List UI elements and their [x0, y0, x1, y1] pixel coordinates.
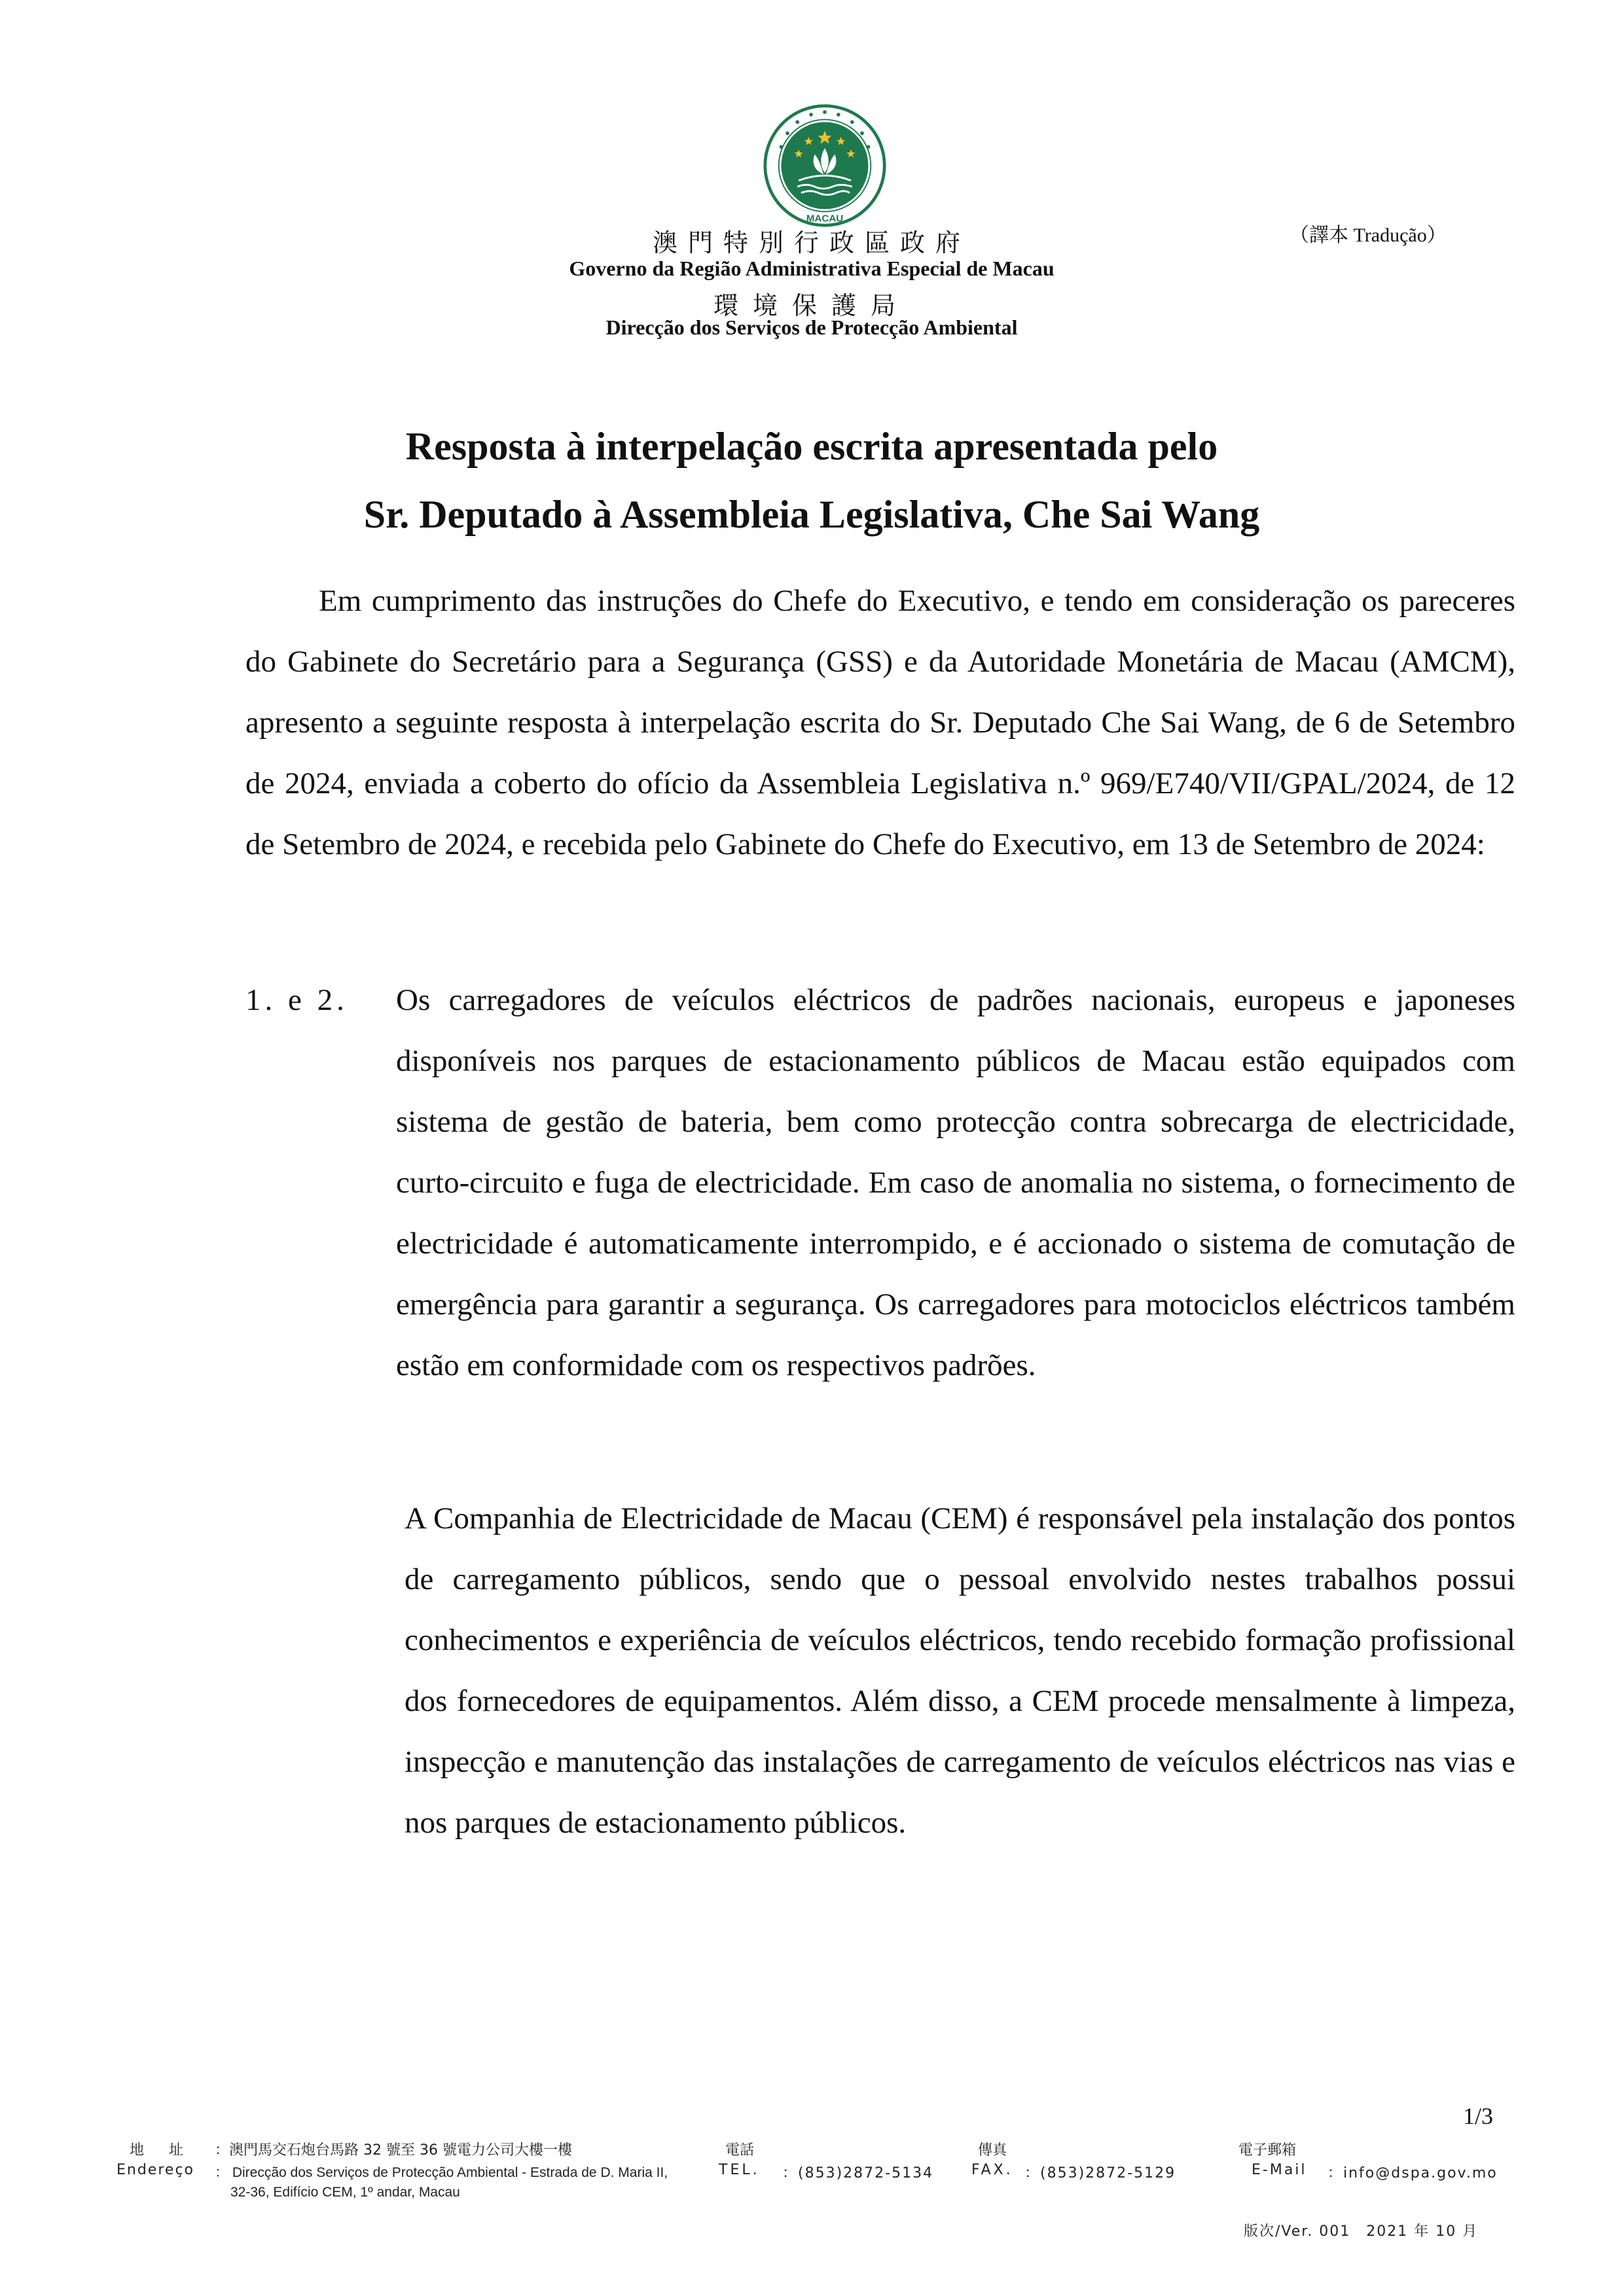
address-portuguese-line-1: ： Direcção dos Serviços de Protecção Ambiental - Estrada de D. Maria II,: [215, 2165, 668, 2180]
department-name-portuguese: Direcção dos Serviços de Protecção Ambiental: [605, 315, 1018, 339]
telephone-number: ：(853)2872-5134: [782, 2165, 934, 2181]
address-chinese: ：澳門馬交石炮台馬路 32 號至 36 號電力公司大樓一樓: [215, 2142, 572, 2159]
document-title-line-2: Sr. Deputado à Assembleia Legislativa, Che Sai Wang: [363, 493, 1260, 536]
fax-label: FAX.: [971, 2162, 1013, 2178]
email-address: ：info@dspa.gov.mo: [1327, 2165, 1498, 2181]
telephone-label-chinese: 電話: [725, 2142, 755, 2159]
email-label-chinese: 電子郵箱: [1238, 2142, 1297, 2159]
address-label-chinese: 地址: [130, 2142, 209, 2159]
intro-paragraph: Em cumprimento das instruções do Chefe do Executivo, e tendo em consideração os pareceres do Gabinete do Secretário para a Segurança (GSS) e da Autoridade Monetária de Macau (AMCM), apresento a seguinte resposta à interpelação escrita do Sr. Deputado Che Sai Wang, de 6 de Setembro de 2024, enviada a coberto do ofício da Assembleia Legislativa n.º 969/E740/VII/GPAL/2024, de 12 de Setembro de 2024, e recebida pelo Gabinete do Chefe do Executivo, em 13 de Setembro de 2024:: [245, 584, 1515, 861]
item-number: 1. e 2.: [245, 983, 348, 1017]
fax-label-chinese: 傳真: [978, 2142, 1007, 2159]
translation-note: （譯本 Tradução）: [1290, 224, 1447, 246]
address-label-portuguese: Endereço: [117, 2162, 194, 2178]
telephone-label: TEL.: [719, 2162, 760, 2178]
government-name-portuguese: Governo da Região Administrativa Especial de Macau: [569, 257, 1055, 280]
department-name-chinese: 環境保護局: [713, 291, 910, 320]
email-label: E-Mail: [1252, 2162, 1307, 2178]
page-number: 1/3: [1463, 2103, 1494, 2129]
address-portuguese-line-2: 32-36, Edifício CEM, 1º andar, Macau: [230, 2185, 460, 2200]
document-title-line-1: Resposta à interpelação escrita apresentada pelo: [405, 425, 1218, 468]
answer-paragraph-2: A Companhia de Electricidade de Macau (CEM) é responsável pela instalação dos pontos de carregamento públicos, sendo que o pessoal envolvido nestes trabalhos possui conhecimentos e experiência de veículos eléctricos, tendo recebido formação profissional dos fornecedores de equipamentos. Além disso, a CEM procede mensalmente à limpeza, inspecção e manutenção das instalações de carregamento de veículos eléctricos nas vias e nos parques de estacionamento públicos.: [405, 1501, 1515, 1840]
government-name-chinese: 澳門特別行政區政府: [652, 228, 971, 257]
answer-paragraph-1: Os carregadores de veículos eléctricos de padrões nacionais, europeus e japoneses disponíveis nos parques de estacionamento públicos de Macau estão equipados com sistema de gestão de bateria, bem como protecção contra sobrecarga de electricidade, curto-circuito e fuga de electricidade. Em caso de anomalia no sistema, o fornecimento de electricidade é automaticamente interrompido, e é accionado o sistema de comutação de emergência para garantir a segurança. Os carregadores para motociclos eléctricos também estão em conformidade com os respectivos padrões.: [396, 983, 1515, 1382]
document-version: 版次/Ver. 001 2021 年 10 月: [1244, 2223, 1479, 2240]
macau-emblem-logo: [763, 103, 887, 228]
fax-number: ：(853)2872-5129: [1024, 2165, 1176, 2181]
svg-text:MACAU: MACAU: [806, 213, 844, 224]
